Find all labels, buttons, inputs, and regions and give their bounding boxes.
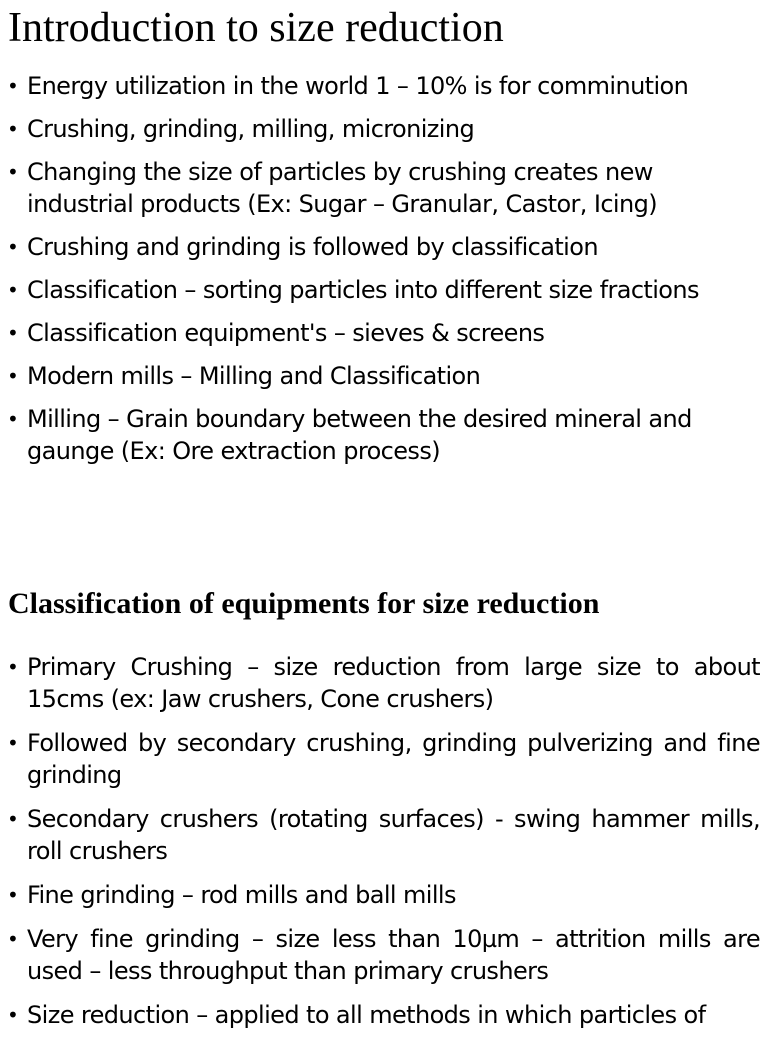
list-item	[0, 231, 768, 263]
list-item-text: Changing the size of particles by crushing creates new industrial products (Ex: Sugar – Granular, Castor, Icing)	[27, 158, 658, 218]
list-item	[0, 156, 768, 220]
bullet-icon: •	[7, 117, 19, 141]
list-item	[0, 360, 768, 392]
bullet-icon: •	[7, 407, 19, 431]
bullet-icon: •	[7, 235, 19, 259]
bullet-icon: •	[7, 364, 19, 388]
list-item	[0, 274, 768, 306]
list-item	[0, 999, 768, 1031]
list-item-text: Followed by secondary crushing, grinding pulverizing and fine grinding	[27, 729, 760, 789]
list-item	[0, 803, 768, 867]
list-item	[0, 317, 768, 349]
bullet-icon: •	[7, 807, 19, 831]
list-item-text: Fine grinding – rod mills and ball mills	[27, 881, 456, 909]
bullet-icon: •	[7, 74, 19, 98]
slide-intro	[0, 0, 768, 520]
bullet-icon: •	[7, 927, 19, 951]
bullet-icon: •	[7, 160, 19, 184]
bullet-list	[0, 70, 768, 478]
bullet-icon: •	[7, 731, 19, 755]
list-item-text: Milling – Grain boundary between the desired mineral and gaunge (Ex: Ore extraction process)	[27, 405, 692, 465]
list-item-text: Classification – sorting particles into different size fractions	[27, 276, 699, 304]
bullet-icon: •	[7, 1003, 19, 1027]
bullet-icon: •	[7, 321, 19, 345]
list-item	[0, 727, 768, 791]
list-item-text: Crushing and grinding is followed by classification	[27, 233, 598, 261]
list-item-text: Crushing, grinding, milling, micronizing	[27, 115, 475, 143]
list-item	[0, 879, 768, 911]
slide-classification	[0, 560, 768, 1029]
list-item	[0, 70, 768, 102]
list-item	[0, 651, 768, 715]
bullet-icon: •	[7, 655, 19, 679]
list-item	[0, 113, 768, 145]
bullet-icon: •	[7, 278, 19, 302]
slide-title: Introduction to size reduction	[8, 5, 504, 51]
list-item-text: Classification equipment's – sieves & screens	[27, 319, 545, 347]
list-item-text: Size reduction – applied to all methods in which particles of	[27, 1001, 706, 1029]
list-item-text: Energy utilization in the world 1 – 10% is for comminution	[27, 72, 689, 100]
bullet-list	[0, 651, 768, 1043]
list-item	[0, 923, 768, 987]
list-item-text: Very fine grinding – size less than 10µm – attrition mills are used – less throughput than primary crushers	[27, 925, 760, 985]
list-item-text: Primary Crushing – size reduction from large size to about 15cms (ex: Jaw crushers, Cone crushers)	[27, 653, 760, 713]
list-item-text: Secondary crushers (rotating surfaces) - swing hammer mills, roll crushers	[27, 805, 760, 865]
bullet-icon: •	[7, 883, 19, 907]
slide-title: Classification of equipments for size reduction	[8, 587, 600, 620]
list-item	[0, 403, 768, 467]
list-item-text: Modern mills – Milling and Classification	[27, 362, 481, 390]
